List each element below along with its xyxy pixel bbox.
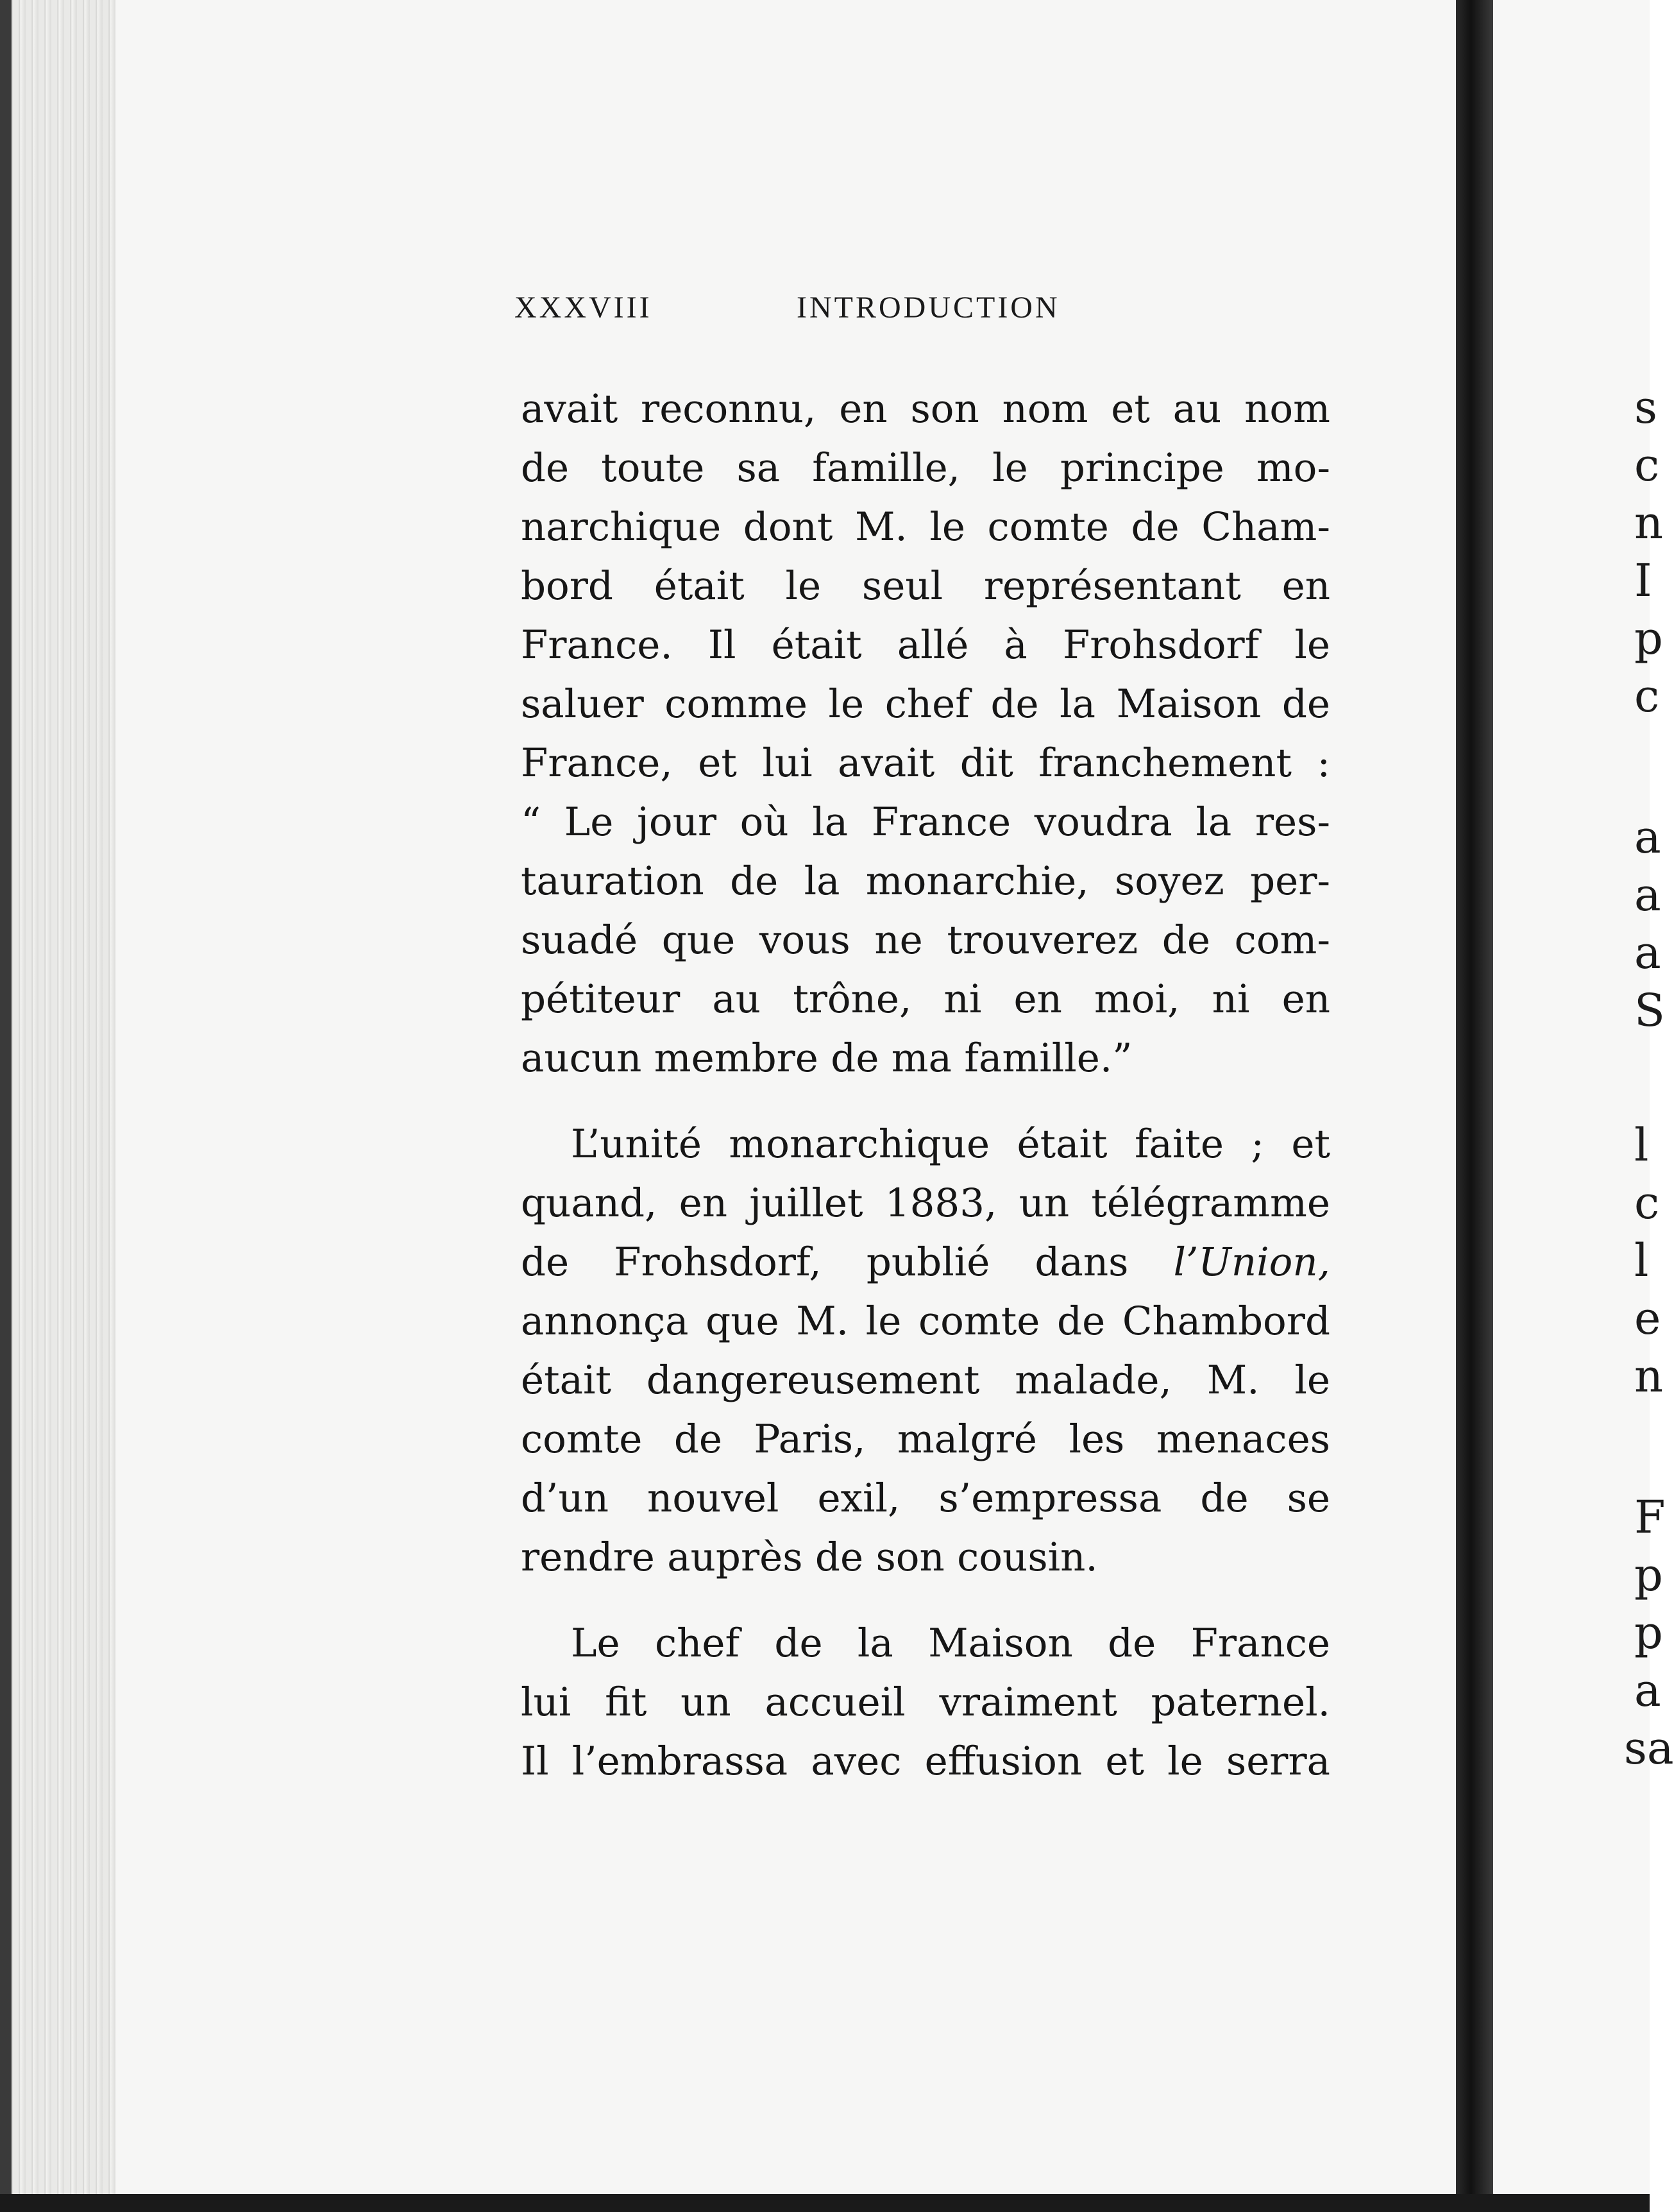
facing-page-letter: c [1634,1177,1660,1229]
facing-page-letter: p [1634,612,1663,665]
text-line: lui fit un accueil vraiment paternel. [521,1680,1330,1725]
facing-page-letter: a [1634,926,1661,979]
facing-page-letter: c [1634,439,1660,491]
running-title: INTRODUCTION [797,291,1060,325]
text-line: L’unité monarchique était faite ; et [571,1121,1330,1167]
text-line: d’un nouvel exil, s’empressa de se [521,1476,1330,1521]
text-line: “ Le jour où la France voudra la res- [521,799,1330,845]
text-line: saluer comme le chef de la Maison de [521,681,1330,727]
text-line: France. Il était allé à Frohsdorf le [521,622,1330,668]
paragraph-2 [521,1115,1330,1587]
text-line: rendre auprès de son cousin. [521,1535,1098,1580]
facing-page [1493,0,1650,2194]
paragraph-1 [521,380,1330,1088]
text-line: Il l’embrassa avec effusion et le serra [521,1739,1330,1784]
text-line: bord était le seul représentant en [521,563,1330,609]
facing-page-letter: n [1634,1350,1664,1402]
facing-page-letter: p [1634,1606,1663,1659]
text-line: Le chef de la Maison de France [571,1621,1330,1666]
left-border [0,0,12,2212]
facing-page-letter: p [1634,1549,1663,1601]
body-text [521,380,1330,1791]
scan-bottom-border [0,2194,1650,2212]
paragraph-3 [521,1614,1330,1791]
text-line: France, et lui avait dit franchement : [521,740,1330,786]
text-line: suadé que vous ne trouverez de com- [521,917,1330,963]
facing-page-letter: a [1634,869,1661,921]
text-line: quand, en juillet 1883, un télégramme [521,1180,1330,1226]
text-line: de toute sa famille, le principe mo- [521,445,1330,491]
page-edges-stack [0,0,115,2212]
book-spine-gutter [1456,0,1493,2194]
facing-page-letter: l [1634,1234,1649,1287]
text-line: narchique dont M. le comte de Cham- [521,504,1330,550]
facing-page-letter: l [1634,1119,1649,1171]
text-line: annonça que M. le comte de Chambord [521,1298,1330,1344]
facing-page-letter: I [1634,554,1652,607]
text-fragment: de Frohsdorf, publié dans [521,1239,1129,1285]
facing-page-letter: c [1634,670,1660,722]
facing-page-letter: a [1634,811,1661,864]
text-line: comte de Paris, malgré les menaces [521,1417,1330,1462]
facing-page-letter: S [1634,984,1665,1037]
facing-page-letter: sa [1624,1722,1674,1774]
facing-page-letter: a [1634,1664,1661,1717]
facing-page-letter: s [1634,381,1657,434]
text-line: aucun membre de ma famille.” [521,1035,1133,1081]
text-line: tauration de la monarchie, soyez per- [521,858,1330,904]
text-line: était dangereusement malade, M. le [521,1357,1330,1403]
running-head [514,290,1060,335]
facing-page-letter: F [1634,1491,1666,1544]
page-number: XXXVIII [514,291,652,325]
facing-page-letter: n [1634,497,1664,549]
italic-journal-title: l’Union, [1173,1239,1330,1285]
text-line: pétiteur au trône, ni en moi, ni en [521,976,1330,1022]
facing-page-letter: e [1634,1292,1661,1345]
text-line-with-italic [521,1233,1330,1292]
text-line: avait reconnu, en son nom et au nom [521,386,1330,432]
